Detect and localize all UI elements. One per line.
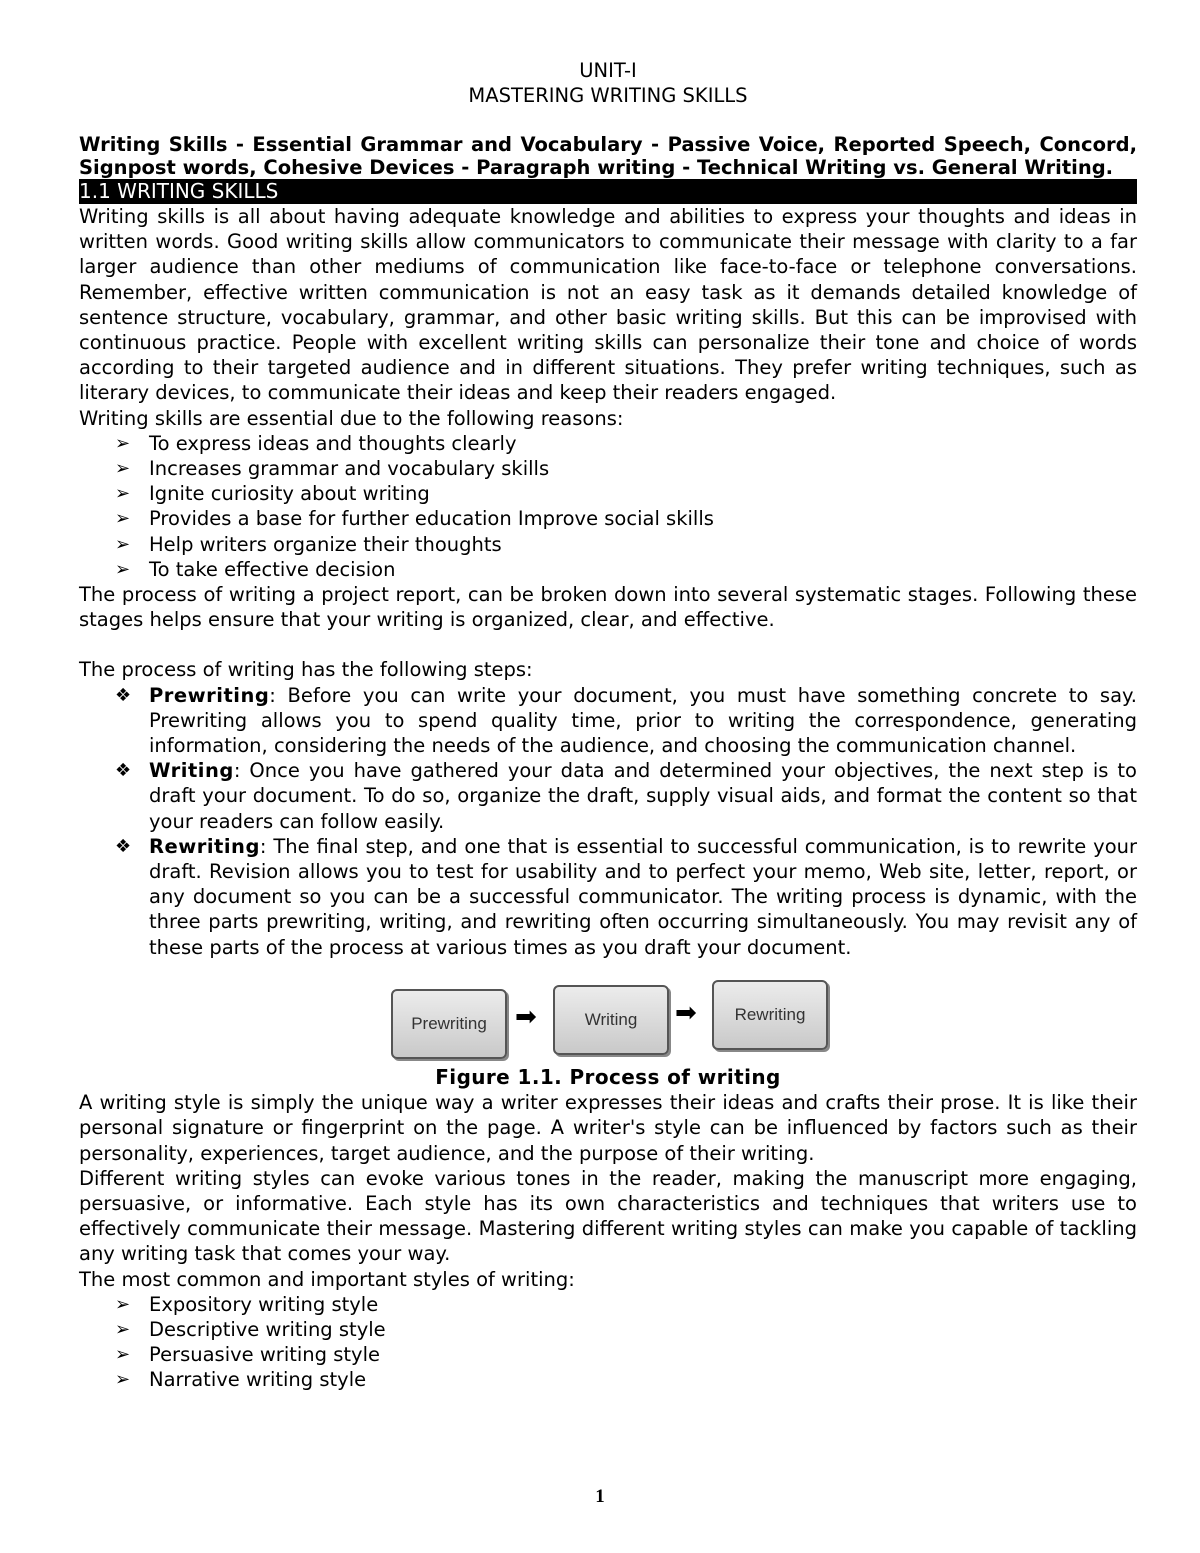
styles-list [79, 1292, 1137, 1393]
section-heading: 1.1 WRITING SKILLS [79, 179, 1137, 204]
list-item: ➢ Expository writing style [115, 1292, 379, 1316]
arrow-bullet-icon: ➢ [115, 1318, 131, 1340]
diamond-bullet-icon: ❖ [115, 835, 132, 857]
step-text: : Before you can write your document, you must have something concrete to say. Prewriting allows you to spend quality time, prior to writing the correspondence, generating information, considering the needs of the audience, and choosing the communication channel. [149, 683, 1137, 758]
style-paragraph-1: A writing style is simply the unique way a writer expresses their ideas and crafts their prose. It is like their personal signature or fingerprint on the page. A writer's style can be influenced by factors such as their personality, experiences, target audience, and the purpose of their writing. [79, 1091, 1137, 1165]
arrow-bullet-icon: ➢ [115, 508, 131, 530]
page-number: 1 [595, 1486, 605, 1507]
arrow-bullet-icon: ➢ [115, 483, 131, 505]
list-item: ➢ Help writers organize their thoughts [115, 532, 502, 556]
arrow-bullet-icon: ➢ [115, 1369, 131, 1391]
reasons-list [79, 431, 1137, 582]
styles-intro: The most common and important styles of writing: [79, 1267, 575, 1291]
diamond-bullet-icon: ❖ [115, 760, 132, 782]
list-item: ➢ Persuasive writing style [115, 1343, 381, 1367]
list-item: ➢ Descriptive writing style [115, 1317, 386, 1341]
arrow-bullet-icon: ➢ [115, 558, 131, 580]
list-item [79, 834, 1137, 960]
document-title: MASTERING WRITING SKILLS [468, 84, 748, 107]
step-text: : The final step, and one that is essential to successful communication, is to rewrite your draft. Revision allows you to test for usability and to perfect your memo, Web site, letter, report, or any document so you can be a successful communicator. The writing process is dynamic, with the three parts prewriting, writing, and rewriting often occurring simultaneously. You may revisit any of these parts of the process at various times as you draft your document. [149, 834, 1137, 959]
intro-paragraph: Writing skills is all about having adequate knowledge and abilities to express your thoughts and ideas in written words. Good writing skills allow communicators to communicate their message with clarity to a far larger audience than other mediums of communication like face-to-face or telephone conversations. Remember, effective written communication is not an easy task as it demands detailed knowledge of sentence structure, vocabulary, grammar, and other basic writing skills. But this can be improvised with continuous practice. People with excellent writing skills can personalize their tone and choice of words according to their targeted audience and in different situations. They prefer writing techniques, such as literary devices, to communicate their ideas and keep their readers engaged. [79, 205, 1137, 405]
document-page [79, 58, 1137, 1393]
list-item: ➢ Ignite curiosity about writing [115, 482, 430, 506]
list-item: ➢ Narrative writing style [115, 1368, 367, 1392]
list-item: ➢ Provides a base for further education Improve social skills [115, 507, 714, 531]
steps-intro: The process of writing has the following steps: [79, 658, 533, 682]
arrow-bullet-icon: ➢ [115, 533, 131, 555]
list-item: ➢ To express ideas and thoughts clearly [115, 431, 517, 455]
arrow-bullet-icon: ➢ [115, 432, 131, 454]
reasons-intro: Writing skills are essential due to the following reasons: [79, 406, 624, 430]
list-item [79, 683, 1137, 759]
list-item [79, 758, 1137, 834]
syllabus-topics: Writing Skills - Essential Grammar and Vocabulary - Passive Voice, Reported Speech, Concord, Signpost words, Cohesive Devices - Paragraph writing - Technical Writing vs. General Writing. [79, 133, 1137, 179]
steps-list [79, 683, 1137, 960]
list-item: ➢ Increases grammar and vocabulary skills [115, 457, 550, 481]
rewriting-box: Rewriting [712, 980, 828, 1050]
step-term: Rewriting [149, 834, 260, 858]
prewriting-box: Prewriting [391, 989, 507, 1059]
unit-label: UNIT-I [579, 59, 637, 82]
step-term: Writing [149, 759, 234, 783]
process-paragraph: The process of writing a project report, can be broken down into several systematic stages. Following these stages helps ensure that your writing is organized, clear, and effective. [79, 583, 1137, 632]
list-item: ➢ To take effective decision [115, 557, 396, 581]
arrow-bullet-icon: ➢ [115, 458, 131, 480]
step-text: : Once you have gathered your data and determined your objectives, the next step is to draft your document. To do so, organize the draft, supply visual aids, and format the content so that your readers can follow easily. [149, 759, 1137, 833]
diamond-bullet-icon: ❖ [115, 684, 132, 706]
step-term: Prewriting [149, 683, 270, 707]
figure-caption: Figure 1.1. Process of writing [435, 1064, 781, 1089]
right-arrow-icon: ➡ [675, 997, 697, 1028]
arrow-bullet-icon: ➢ [115, 1293, 131, 1315]
process-figure [79, 973, 1137, 1065]
right-arrow-icon: ➡ [515, 1001, 537, 1032]
style-paragraph-2: Different writing styles can evoke various tones in the reader, making the manuscript more engaging, persuasive, or informative. Each style has its own characteristics and techniques that writers use to effectively communicate their message. Mastering different writing styles can make you capable of tackling any writing task that comes your way. [79, 1166, 1137, 1266]
arrow-bullet-icon: ➢ [115, 1344, 131, 1366]
writing-box: Writing [553, 985, 669, 1055]
